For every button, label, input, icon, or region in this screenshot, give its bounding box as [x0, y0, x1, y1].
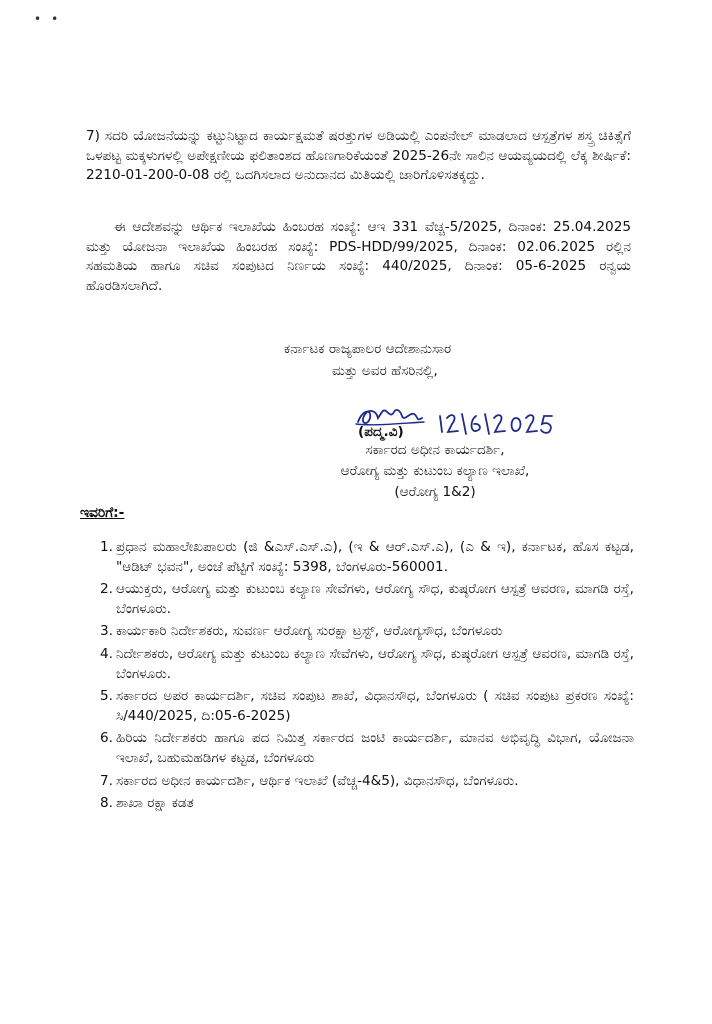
item-text: ಆಯುಕ್ತರು, ಆರೋಗ್ಯ ಮತ್ತು ಕುಟುಂಬ ಕಲ್ಯಾಣ ಸೇವೆಗಳು, ಆರೋಗ್ಯ ಸೌಧ, ಕುಷ್ಠರೋಗ ಆಸ್ಪತ್ರೆ ಆವರಣ, ಮಾಗಡಿ ರಸ್ತೆ, ಬೆಂಗಳೂರು.	[116, 581, 634, 617]
recipients-list	[86, 538, 634, 817]
item-text: ಕಾರ್ಯಕಾರಿ ನಿರ್ದೇಶಕರು, ಸುವರ್ಣ ಆರೋಗ್ಯ ಸುರಕ್ಷಾ ಟ್ರಸ್ಟ್, ಆರೋಗ್ಯಸೌಧ, ಬೆಂಗಳೂರು	[116, 623, 503, 640]
item-number: 8.	[100, 795, 113, 812]
officer-designation: ಸರ್ಕಾರದ ಅಧೀನ ಕಾರ್ಯದರ್ಶಿ,	[365, 442, 505, 458]
list-item	[86, 794, 634, 814]
item-text: ಹಿರಿಯ ನಿರ್ದೇಶಕರು ಹಾಗೂ ಪದ ನಿಮಿತ್ತ ಸರ್ಕಾರದ ಜಂಟಿ ಕಾರ್ಯದರ್ಶಿ, ಮಾನವ ಅಭಿವೃದ್ಧಿ ವಿಭಾಗ, ಯೋಜನಾ ಇಲಾಖೆ, ಬಹುಮಹಡಿಗಳ ಕಟ್ಟಡ, ಬೆಂಗಳೂರು	[116, 730, 634, 766]
clause-7-paragraph: 7) ಸದರಿ ಯೋಜನೆಯನ್ನು ಕಟ್ಟುನಿಟ್ಟಾದ ಕಾರ್ಯಕ್ಷಮತೆ ಷರತ್ತುಗಳ ಅಡಿಯಲ್ಲಿ ಎಂಪನೇಲ್ ಮಾಡಲಾದ ಆಸ್ಪತ್ರೆಗಳ ಶಸ್ತ್ರ ಚಿಕಿತ್ಸೆಗೆ ಒಳಪಟ್ಟ ಮಕ್ಕಳುಗಳಲ್ಲಿ ಅಪೇಕ್ಷಣೀಯ ಫಲಿತಾಂಶದ ಹೊಣಗಾರಿಕೆಯಂತೆ 2025-26ನೇ ಸಾಲಿನ ಆಯವ್ಯಯದಲ್ಲಿ ಲೆಕ್ಕ ಶೀರ್ಷಿಕೆ: 2210-01-200-0-08 ರಲ್ಲಿ ಒದಗಿಸಲಾದ ಅನುದಾನದ ಮಿತಿಯಲ್ಲಿ ಜಾರಿಗೊಳಿಸತಕ್ಕದ್ದು.	[86, 128, 631, 184]
list-item	[86, 622, 634, 642]
handwritten-date	[440, 414, 552, 434]
item-number: 3.	[100, 623, 113, 640]
item-number: 4.	[100, 645, 113, 662]
list-item	[86, 580, 634, 619]
signature-block	[352, 402, 562, 444]
item-text: ಸರ್ಕಾರದ ಅಧೀನ ಕಾರ್ಯದರ್ಶಿ, ಆರ್ಥಿಕ ಇಲಾಖೆ (ವೆಚ್ಚ-4&5), ವಿಧಾನಸೌಧ, ಬೆಂಗಳೂರು.	[116, 772, 519, 789]
list-item	[86, 538, 634, 577]
authority-line-2: ಮತ್ತು ಅವರ ಹೆಸರಿನಲ್ಲಿ,	[332, 363, 438, 379]
officer-department: ಆರೋಗ್ಯ ಮತ್ತು ಕುಟುಂಬ ಕಲ್ಯಾಣ ಇಲಾಖೆ,	[340, 463, 530, 479]
item-number: 1.	[100, 539, 113, 555]
item-number: 5.	[100, 688, 113, 705]
list-item	[86, 687, 634, 726]
item-number: 2.	[100, 581, 113, 598]
item-text: ಸರ್ಕಾರದ ಅಪರ ಕಾರ್ಯದರ್ಶಿ, ಸಚಿವ ಸಂಪುಟ ಶಾಖೆ, ವಿಧಾನಸೌಧ, ಬೆಂಗಳೂರು ( ಸಚಿವ ಸಂಪುಟ ಪ್ರಕರಣ ಸಂಖ್ಯೆ: ಸಿ/440/2025, ದಿ:05-6-2025)	[116, 688, 634, 724]
item-number: 7.	[100, 772, 113, 789]
item-text: ನಿರ್ದೇಶಕರು, ಆರೋಗ್ಯ ಮತ್ತು ಕುಟುಂಬ ಕಲ್ಯಾಣ ಸೇವೆಗಳು, ಆರೋಗ್ಯ ಸೌಧ, ಕುಷ್ಠರೋಗ ಆಸ್ಪತ್ರೆ ಆವರಣ, ಮಾಗಡಿ ರಸ್ತೆ, ಬೆಂಗಳೂರು.	[116, 645, 634, 682]
list-item	[86, 729, 634, 768]
order-reference-paragraph: ಈ ಆದೇಶವನ್ನು ಆರ್ಥಿಕ ಇಲಾಖೆಯ ಹಿಂಬರಹ ಸಂಖ್ಯೆ: ಆಇ 331 ವೆಚ್ಚ-5/2025, ದಿನಾಂಕ: 25.04.2025 ಮತ್ತು ಯೋಜನಾ ಇಲಾಖೆಯ ಹಿಂಬರಹ ಸಂಖ್ಯೆ: PDS-HDD/99/2025, ದಿನಾಂಕ: 02.06.2025 ರಲ್ಲಿನ ಸಹಮತಿಯ ಹಾಗೂ ಸಚಿವ ಸಂಪುಟದ ನಿರ್ಣಯ ಸಂಖ್ಯೆ: 440/2025, ದಿನಾಂಕ: 05-6-2025 ರನ್ವಯ ಹೊರಡಿಸಲಾಗಿದೆ.	[86, 219, 631, 294]
item-text: ಶಾಖಾ ರಕ್ಷಾ ಕಡತ	[116, 795, 194, 812]
list-item	[86, 645, 634, 684]
recipients-heading: ಇವರಿಗೆ:-	[80, 505, 125, 521]
item-text: ಪ್ರಧಾನ ಮಹಾಲೇಖಪಾಲರು (ಜಿ &ಎಸ್.ಎಸ್.ಎ), (ಇ & ಆರ್.ಎಸ್.ಎ), (ಎ & ಇ), ಕರ್ನಾಟಕ, ಹೊಸ ಕಟ್ಟಡ, "ಆಡಿಟ್ ಭವನ", ಅಂಚೆ ಪೆಟ್ಟಿಗೆ ಸಂಖ್ಯೆ: 5398, ಬೆಂಗಳೂರು-560001.	[116, 539, 634, 575]
officer-block	[270, 440, 600, 503]
authority-block	[284, 338, 614, 382]
list-item	[86, 772, 634, 792]
item-number: 6.	[100, 730, 113, 747]
scan-dots: ••	[34, 12, 69, 26]
officer-section: (ಆರೋಗ್ಯ 1&2)	[394, 484, 476, 500]
authority-line-1: ಕರ್ನಾಟಕ ರಾಜ್ಯಪಾಲರ ಆದೇಶಾನುಸಾರ	[284, 341, 452, 357]
signatory-name: (ಪದ್ಮ.ವಿ)	[358, 424, 404, 440]
